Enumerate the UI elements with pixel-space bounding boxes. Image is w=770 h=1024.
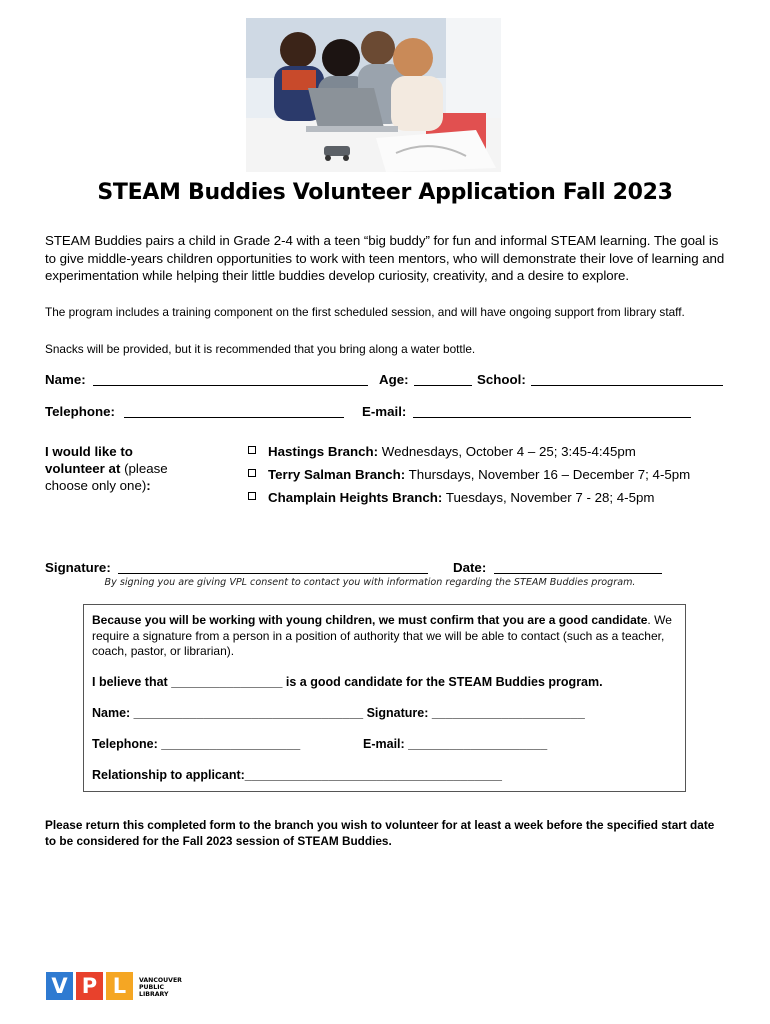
consent-note: By signing you are giving VPL consent to contact you with information regarding the STEAM Buddies program. xyxy=(104,577,636,588)
date-label: Date: xyxy=(453,560,487,575)
name-field[interactable] xyxy=(93,385,368,386)
reference-believe-line[interactable]: I believe that ________________ is a good candidate for the STEAM Buddies program. xyxy=(92,675,603,689)
volunteer-choice-label: I would like to volunteer at (please choose only one): xyxy=(45,444,168,493)
training-paragraph: The program includes a training component on the first scheduled session, and will have ongoing support from library staff. xyxy=(45,305,685,319)
age-field[interactable] xyxy=(414,385,472,386)
logo-tile-v: V xyxy=(46,972,73,1000)
option-hastings[interactable]: Hastings Branch: Wednesdays, October 4 – 25; 3:45-4:45pm xyxy=(248,444,636,459)
reference-telephone-line[interactable]: Telephone: ____________________ xyxy=(92,737,301,751)
option-champlain-heights[interactable]: Champlain Heights Branch: Tuesdays, November 7 - 28; 4-5pm xyxy=(248,490,654,505)
intro-paragraph: STEAM Buddies pairs a child in Grade 2-4 with a teen “big buddy” for fun and informal STEAM learning. The goal is to give middle-years children opportunities to work with teen mentors, who will demonstrate their love of learning and experimentation while helping their little buddies develop curiosity, creativity, and a desire to explore. xyxy=(45,233,725,283)
date-field[interactable] xyxy=(494,573,662,574)
signature-label: Signature: xyxy=(45,560,111,575)
logo-tile-l: L xyxy=(106,972,133,1000)
option-terry-salman[interactable]: Terry Salman Branch: Thursdays, November 16 – December 7; 4-5pm xyxy=(248,467,690,482)
telephone-field[interactable] xyxy=(124,417,344,418)
school-field[interactable] xyxy=(531,385,723,386)
age-label: Age: xyxy=(379,372,409,387)
checkbox[interactable] xyxy=(248,446,256,454)
reference-email-line[interactable]: E-mail: ____________________ xyxy=(363,737,548,751)
snacks-paragraph: Snacks will be provided, but it is recommended that you bring along a water bottle. xyxy=(45,342,476,356)
logo-tile-p: P xyxy=(76,972,103,1000)
signature-field[interactable] xyxy=(118,573,428,574)
reference-intro: Because you will be working with young children, we must confirm that you are a good candidate. We require a signature from a person in a position of authority that we will be able to contact (such as a teacher, coach, pastor, or librarian). xyxy=(92,613,672,658)
reference-relationship-line[interactable]: Relationship to applicant:_____________________________________ xyxy=(92,768,503,782)
reference-name-signature-line[interactable]: Name: _________________________________ Signature: ______________________ xyxy=(92,706,585,720)
email-label: E-mail: xyxy=(362,404,407,419)
children-laptop-image xyxy=(246,18,501,172)
header-photo xyxy=(246,18,501,172)
school-label: School: xyxy=(477,372,526,387)
page-title: STEAM Buddies Volunteer Application Fall 2023 xyxy=(97,180,673,205)
return-instructions: Please return this completed form to the branch you wish to volunteer for at least a week before the specified start date to be considered for the Fall 2023 session of STEAM Buddies. xyxy=(45,818,715,848)
vpl-logo-text: VANCOUVER PUBLIC LIBRARY xyxy=(139,977,182,998)
email-field[interactable] xyxy=(413,417,691,418)
name-label: Name: xyxy=(45,372,86,387)
checkbox[interactable] xyxy=(248,492,256,500)
checkbox[interactable] xyxy=(248,469,256,477)
telephone-label: Telephone: xyxy=(45,404,115,419)
